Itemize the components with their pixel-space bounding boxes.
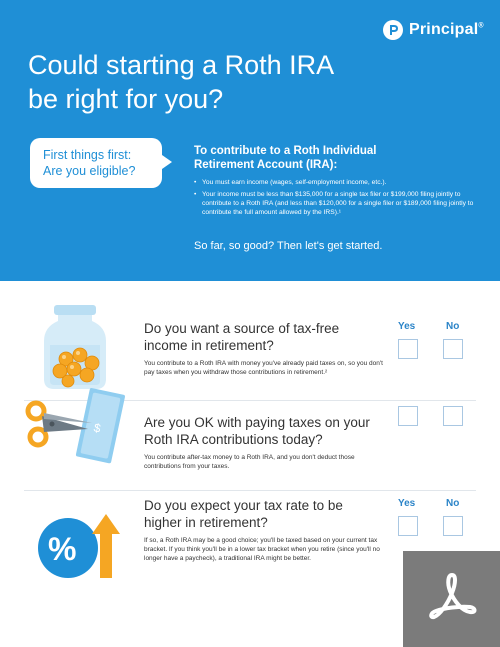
question-1-yes-label: Yes: [398, 321, 416, 332]
header-banner: [0, 0, 500, 281]
eligibility-list: [194, 178, 476, 220]
question-2-no-checkbox[interactable]: [443, 406, 463, 426]
eligibility-bullet: • Your income must be less than $135,000 for a single tax filer or $199,000 filing jointly to contribute to a Roth IRA (and less than $120,000 for a single filer or $189,000 filing jointly to contribute the full amount allowed by the IRS).¹: [194, 190, 476, 217]
question-2-title: Are you OK with paying taxes on your Roth IRA contributions today?: [144, 415, 370, 447]
page-title: [28, 48, 388, 116]
pdf-download-badge[interactable]: [403, 551, 500, 647]
section-divider: [24, 490, 476, 491]
svg-text:$: $: [92, 420, 102, 436]
question-3-yes-label: Yes: [398, 498, 416, 509]
bubble-line-2: Are you eligible?: [43, 164, 136, 178]
question-1-yes-checkbox[interactable]: [398, 339, 418, 359]
question-1-title: Do you want a source of tax-free income in retirement?: [144, 321, 340, 353]
question-3-no-checkbox[interactable]: [443, 516, 463, 536]
question-3-no-label: No: [446, 498, 460, 509]
so-far-text: So far, so good? Then let's get started.: [194, 240, 383, 252]
eligibility-bullet: • You must earn income (wages, self-employment income, etc.).: [194, 178, 476, 187]
question-3-body: If so, a Roth IRA may be a good choice; you'll be taxed based on your current tax bracket. If you think you'll be in a lower tax bracket when you retire (since you'll no longer have a paycheck), a traditional IRA might be better.: [144, 537, 380, 562]
percent-up-arrow-icon: [36, 512, 122, 587]
headline-line-1: Could starting a Roth IRA: [28, 50, 335, 80]
headline-line-2: be right for you?: [28, 84, 224, 114]
question-3-yes-checkbox[interactable]: [398, 516, 418, 536]
question-1-no-label: No: [446, 321, 460, 332]
question-2-yes-checkbox[interactable]: [398, 406, 418, 426]
bubble-line-1: First things first:: [43, 148, 132, 162]
question-2-body: You contribute after-tax money to a Roth IRA, and you don't deduct those contributions from your taxes.: [144, 454, 355, 470]
principal-logo-icon: [383, 20, 403, 40]
svg-text:%: %: [48, 531, 77, 567]
adobe-pdf-icon: [426, 571, 478, 628]
brand-name: Principal®: [409, 21, 484, 38]
speech-bubble-tail: [162, 155, 172, 169]
eligibility-speech-bubble: [30, 138, 162, 188]
principal-logo[interactable]: [383, 18, 484, 42]
question-1-body: You contribute to a Roth IRA with money you've already paid taxes on, so you don't pay taxes when you withdraw those contributions in retirement.²: [144, 360, 383, 376]
eligibility-title: To contribute to a Roth Individual Retirement Account (IRA):: [194, 145, 377, 171]
question-1-no-checkbox[interactable]: [443, 339, 463, 359]
scissors-cutting-money-icon: [22, 383, 132, 478]
question-3-title: Do you expect your tax rate to be higher in retirement?: [144, 498, 343, 530]
